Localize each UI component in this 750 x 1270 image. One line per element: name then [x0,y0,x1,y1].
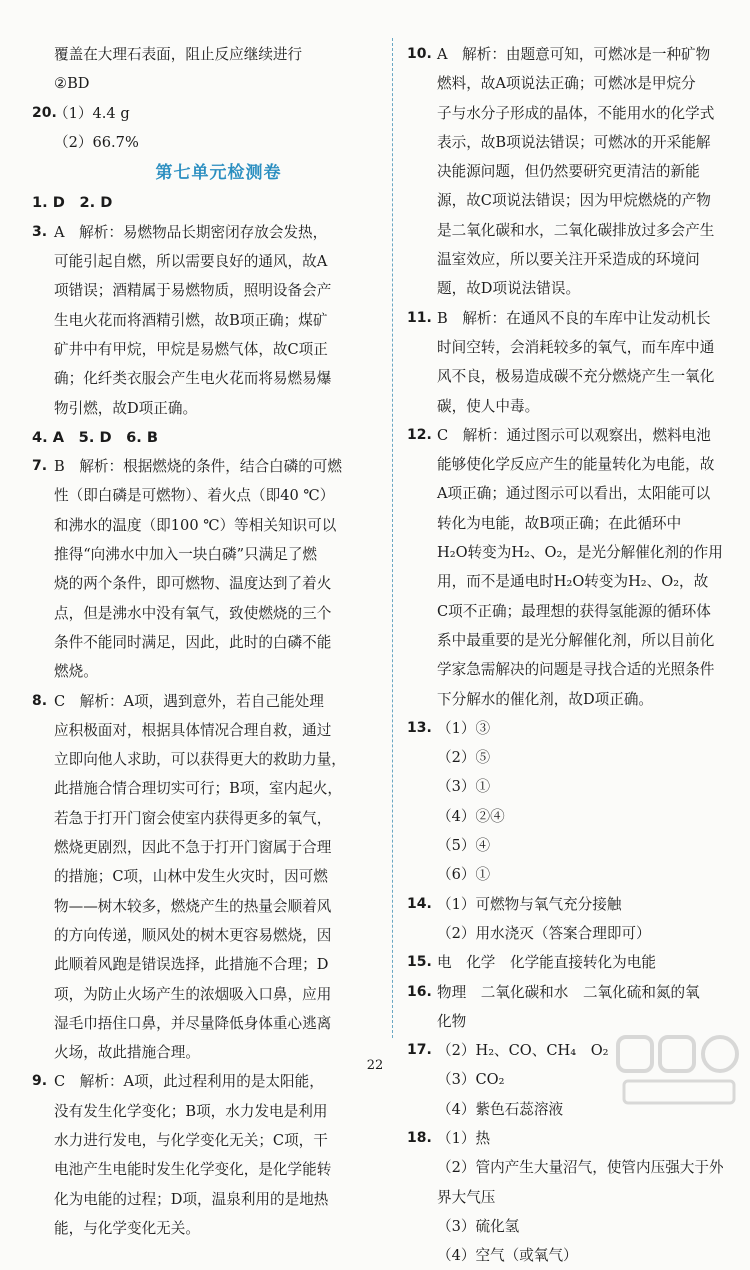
answer-line: 此措施合情合理切实可行；B项，室内起火， [54,780,343,798]
answer-line: A项正确；通过图示可以看出，太阳能可以 [437,485,711,503]
answer-line: B 解析：根据燃烧的条件，结合白磷的可燃 [54,458,343,476]
answer-number: 20. [32,104,57,121]
answer-14 [407,890,725,949]
answer-16 [407,978,725,1037]
answer-number: 11. [407,309,432,326]
answer-number: 8. [32,692,48,709]
answer-line: （1）4.4 g [54,104,130,122]
answer-line: 可能引起自燃，所以需要良好的通风，故A [54,253,328,271]
answer-line: 化为电能的过程；D项，温泉利用的是地热 [54,1190,329,1208]
answer-line: 项，为防止火场产生的浓烟吸入口鼻，应用 [54,985,332,1003]
answer-15 [407,948,725,977]
answer-line: 学家急需解决的问题是寻找合适的光照条件 [437,661,715,679]
answer-line: 点，但是沸水中没有氧气，致使燃烧的三个 [54,604,332,622]
answer-9 [32,1067,377,1243]
answer-line: （1）③ [437,719,491,737]
answer-line: （3）CO₂ [437,1071,505,1089]
answers-1-2: 1. D 2. D [32,194,113,212]
answer-line: 电池产生电能时发生化学变化，是化学能转 [54,1161,332,1179]
answer-line: 燃烧更剧烈，因此不急于打开门窗属于合理 [54,839,332,857]
answer-line: （4）②④ [437,807,505,825]
answer-line: 子与水分子形成的晶体，不能用水的化学式 [437,104,715,122]
answer-line: 能，与化学变化无关。 [54,1219,200,1237]
answer-line: （1）热 [437,1129,491,1147]
answer-line: （3）硫化氢 [437,1217,520,1235]
answer-line: 推得“向沸水中加入一块白磷”只满足了燃 [54,546,318,564]
answer-line: H₂O转变为H₂、O₂，是光分解催化剂的作用 [437,544,723,562]
answer-line: 的措施；C项，山林中发生火灾时，因可燃 [54,868,328,886]
answer-number: 18. [407,1129,432,1146]
answer-line: 若急于打开门窗会使室内获得更多的氧气， [54,809,332,827]
answer-line: 物理 二氧化碳和水 二氧化硫和氮的氧 [437,983,700,1001]
answer-line: 表示，故B项说法错误；可燃冰的开采能解 [437,133,711,151]
section-title: 第七单元检测卷 [155,163,282,184]
answer-line: 的方向传递，顺风处的树木更容易燃烧，因 [54,926,332,944]
answer-line: 生电火花而将酒精引燃，故B项正确；煤矿 [54,311,328,329]
answer-line: 条件不能同时满足，因此，此时的白磷不能 [54,633,332,651]
answer-line: 题，故D项说法错误。 [437,280,581,298]
answer-12 [407,421,725,714]
answer-line: C项不正确；最理想的获得氢能源的循环体 [437,602,711,620]
answer-number: 15. [407,954,432,971]
answer-line: C 解析：通过图示可以观察出，燃料电池 [437,426,711,444]
answer-line: B 解析：在通风不良的车库中让发动机长 [437,309,711,327]
answer-number: 14. [407,895,432,912]
answer-line: （5）④ [437,837,491,855]
page-number: 22 [366,1058,384,1073]
answer-line: 界大气压 [437,1188,496,1206]
answer-18 [407,1124,725,1270]
watermark-logo-icon [614,1031,742,1109]
answer-line: 立即向他人求助，可以获得更大的救助力量， [54,751,346,769]
answer-line: （3）① [437,778,491,796]
answer-number: 10. [407,46,432,62]
answer-line: （2）管内产生大量沼气，使管内压强大于外 [437,1159,724,1177]
answer-line: A 解析：由题意可知，可燃冰是一种矿物 [437,46,711,63]
answer-line: （4）紫色石蕊溶液 [437,1100,564,1118]
answer-line: （2）⑤ [437,749,491,767]
answer-line: 和沸水的温度（即100 ℃）等相关知识可以 [54,516,337,534]
answer-number: 17. [407,1042,432,1059]
answer-line: 性（即白磷是可燃物）、着火点（即40 ℃） [54,487,335,505]
answers-4-6: 4. A 5. D 6. B [32,428,159,446]
answer-line: （4）空气（或氧气） [437,1247,578,1265]
answer-line: 确；化纤类衣服会产生电火花而将易燃易爆 [54,370,332,388]
answer-line: 水力进行发电，与化学变化无关；C项，干 [54,1131,328,1149]
answer-line: 应积极面对，根据具体情况合理自救，通过 [54,721,332,739]
answer-number: 7. [32,458,48,475]
answer-line: 此顺着风跑是错误选择，此措施不合理；D [54,956,329,974]
answer-line: 碳，使人中毒。 [437,397,540,415]
answer-line: 风不良，极易造成碳不充分燃烧产生一氧化 [437,368,715,386]
answer-number: 3. [32,223,48,240]
answer-line: C 解析：A项，遇到意外，若自己能处理 [54,692,324,710]
watermark-shape [618,1037,652,1071]
answer-line: 决能源问题，但仍然要研究更清洁的新能 [437,163,700,181]
answer-line: 没有发生化学变化；B项，水力发电是利用 [54,1102,328,1120]
answer-line: 源，故C项说法错误；因为甲烷燃烧的产物 [437,192,711,210]
answer-line: 化物 [437,1012,467,1030]
answer-20 [32,99,377,158]
answer-line: （2）66.7% [54,133,139,151]
answer-line: 火场，故此措施合理。 [54,1044,200,1062]
intro-line-2: ②BD [54,75,90,93]
answer-line: 系中最重要的是光分解催化剂，所以目前化 [437,631,715,649]
intro-line-1: 覆盖在大理石表面，阻止反应继续进行 [54,46,303,63]
answer-line: 物引燃，故D项正确。 [54,399,198,417]
answer-13 [407,714,725,890]
answer-line: 下分解水的催化剂，故D项正确。 [437,690,654,708]
answer-line: C 解析：A项，此过程利用的是太阳能， [54,1073,324,1091]
answer-11 [407,304,725,421]
answer-line: 矿井中有甲烷，甲烷是易燃气体，故C项正 [54,340,328,358]
answer-line: 燃烧。 [54,663,98,681]
answer-8 [32,687,377,1068]
answer-number: 12. [407,426,432,443]
answer-line: （6）① [437,866,491,884]
answer-line: 是二氧化碳和水，二氧化碳排放过多会产生 [437,221,715,239]
answer-7 [32,452,377,686]
answer-3 [32,218,377,423]
answer-line: （2）用水浇灭（答案合理即可） [437,924,651,942]
answer-line: 烧的两个条件，即可燃物、温度达到了着火 [54,575,332,593]
answer-10 [407,40,725,304]
answer-line: 温室效应，所以要关注开采造成的环境问 [437,251,700,269]
answer-line: 用，而不是通电时H₂O转变为H₂、O₂，故 [437,573,709,591]
answer-line: （2）H₂、CO、CH₄ O₂ [437,1042,609,1060]
column-divider [392,38,393,1038]
answer-line: 燃料，故A项说法正确；可燃冰是甲烷分 [437,75,696,93]
answer-line: 项错误；酒精属于易燃物质，照明设备会产 [54,282,332,300]
answer-line: 物——树木较多，燃烧产生的热量会顺着风 [54,897,332,915]
answer-line: （1）可燃物与氧气充分接触 [437,895,622,913]
answer-line: A 解析：易燃物品长期密闭存放会发热， [54,223,328,241]
answer-number: 9. [32,1073,48,1090]
answer-line: 湿毛巾捂住口鼻，并尽量降低身体重心逃离 [54,1014,332,1032]
answer-number: 13. [407,719,432,736]
answer-line: 能够使化学反应产生的能量转化为电能，故 [437,456,715,474]
answer-line: 时间空转，会消耗较多的氧气，而车库中通 [437,338,715,356]
answer-line: 电 化学 化学能直接转化为电能 [437,954,656,972]
answer-line: 转化为电能，故B项正确；在此循环中 [437,514,682,532]
answer-number: 16. [407,983,432,1000]
